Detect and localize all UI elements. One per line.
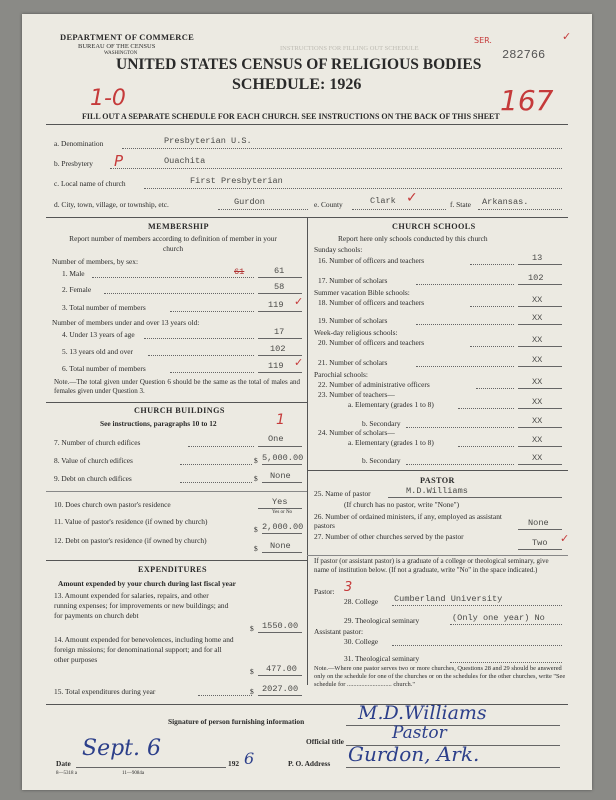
- q23a-answer-line: [518, 408, 562, 409]
- q3-label: 3. Total number of members: [62, 303, 146, 312]
- q11-value: 2,000.00: [262, 522, 304, 532]
- q13-dollar: $: [250, 624, 254, 633]
- handwritten-mark-right: 167: [500, 84, 554, 117]
- check-mark-q6: ✓: [294, 356, 304, 369]
- check-mark-q27: ✓: [560, 532, 570, 545]
- q31-label: 31. Theological seminary: [344, 654, 420, 663]
- buildings-rule: [46, 560, 307, 561]
- q9-dollar: $: [254, 474, 258, 483]
- q6-answer-line: [258, 372, 302, 373]
- q22-leader: [476, 388, 514, 389]
- q4-value: 17: [274, 327, 285, 337]
- q23b-leader: [406, 427, 514, 428]
- form-schedule-year: SCHEDULE: 1926: [232, 76, 362, 93]
- q24b-value: XX: [532, 453, 543, 463]
- stamp-ser: SER.: [474, 36, 492, 45]
- q4-leader: [144, 338, 254, 339]
- state-line: [478, 209, 562, 210]
- q28-line: [392, 605, 562, 606]
- q15-label: 15. Total expenditures during year: [54, 687, 156, 696]
- q12-dollar: $: [254, 544, 258, 553]
- weekday-heading: Week-day religious schools:: [314, 328, 398, 337]
- pastor-red-mark: 3: [344, 580, 353, 595]
- membership-note: Note.—The total given under Question 6 should be the same as the total of males and females given under Question 3.: [54, 378, 300, 395]
- q15-answer-line: [258, 695, 302, 696]
- schools-heading: CHURCH SCHOOLS: [392, 222, 476, 231]
- q24b-answer-line: [518, 464, 562, 465]
- q6-label: 6. Total number of members: [62, 364, 146, 373]
- q8-dollar: $: [254, 456, 258, 465]
- bureau-heading: BUREAU OF THE CENSUS: [78, 43, 156, 50]
- q3-answer-line: [258, 311, 302, 312]
- bleed-through-text: INSTRUCTIONS FOR FILLING OUT SCHEDULE: [280, 45, 419, 52]
- q18-leader: [470, 306, 514, 307]
- address-label: P. O. Address: [288, 759, 331, 768]
- date-line: [76, 767, 226, 768]
- q10-value: Yes: [272, 497, 288, 507]
- denomination-line: [122, 148, 562, 149]
- q23b-answer-line: [518, 427, 562, 428]
- q18-label: 18. Number of officers and teachers: [318, 298, 425, 307]
- summer-heading: Summer vacation Bible schools:: [314, 288, 410, 297]
- state-label: f. State: [450, 200, 471, 209]
- q14-dollar: $: [250, 667, 254, 676]
- q2-leader: [104, 293, 254, 294]
- address-value: Gurdon, Ark.: [348, 742, 480, 766]
- pastor-note: Note.—Where one pastor serves two or more churches, Questions 28 and 29 should be answered only on the schedule for one of the churches or on the schedules for the other churches, write "See schedule for ............................ church.": [314, 665, 566, 688]
- membership-rule: [46, 402, 307, 403]
- city-heading: WASHINGTON: [104, 51, 138, 56]
- q11-label: 11. Value of pastor's residence (if owned by church): [54, 517, 208, 526]
- q17-leader: [416, 284, 514, 285]
- local-name-value: First Presbyterian: [190, 176, 283, 186]
- q8-leader: [180, 464, 252, 465]
- schools-rule: [307, 470, 568, 471]
- q12-label: 12. Debt on pastor's residence (if owned by church): [54, 536, 207, 545]
- signature-label: Signature of person furnishing information: [168, 717, 305, 726]
- q4-answer-line: [258, 338, 302, 339]
- q7-answer-line: [258, 446, 302, 447]
- presbytery-label: b. Presbytery: [54, 159, 93, 168]
- q25-answer-line: [388, 497, 562, 498]
- q4-label: 4. Under 13 years of age: [62, 330, 135, 339]
- buildings-heading: CHURCH BUILDINGS: [134, 406, 225, 415]
- q31-line: [450, 662, 562, 663]
- instructions-line: FILL OUT A SEPARATE SCHEDULE FOR EACH CHURCH. SEE INSTRUCTIONS ON THE BACK OF THIS SHEET: [82, 112, 500, 121]
- q14-answer-line: [258, 675, 302, 676]
- q9-leader: [180, 482, 252, 483]
- check-mark-county: ✓: [406, 190, 418, 206]
- state-value: Arkansas.: [482, 197, 529, 207]
- q17-label: 17. Number of scholars: [318, 276, 388, 285]
- q20-value: XX: [532, 335, 543, 345]
- denomination-label: a. Denomination: [54, 139, 104, 148]
- expenditures-subheading: Amount expended by your church during last fiscal year: [58, 579, 236, 588]
- q16-answer-line: [518, 264, 562, 265]
- q1-label: 1. Male: [62, 269, 85, 278]
- q7-value: One: [268, 434, 284, 444]
- q26-value: None: [528, 518, 549, 528]
- q23b-value: XX: [532, 416, 543, 426]
- year-prefix: 192: [228, 759, 240, 768]
- q15-leader: [198, 695, 252, 696]
- q24b-leader: [406, 464, 514, 465]
- q5-leader: [148, 355, 254, 356]
- local-name-label: c. Local name of church: [54, 179, 126, 188]
- q23a-value: XX: [532, 397, 543, 407]
- assistant-subheading: Assistant pastor:: [314, 627, 364, 636]
- q8-label: 8. Value of church edifices: [54, 456, 133, 465]
- q2-label: 2. Female: [62, 285, 92, 294]
- q14-value: 477.00: [266, 664, 297, 674]
- membership-heading: MEMBERSHIP: [148, 222, 209, 231]
- city-line: [218, 209, 308, 210]
- department-heading: DEPARTMENT OF COMMERCE: [60, 32, 195, 42]
- red-mark-presbytery: P: [114, 152, 124, 170]
- print-number: 11—9084a: [122, 771, 145, 776]
- q13-value: 1550.00: [262, 621, 299, 631]
- q26-label: 26. Number of ordained ministers, if any, employed as assistant pastors: [314, 512, 502, 530]
- q7-leader: [188, 446, 254, 447]
- signature-rule: [46, 704, 568, 705]
- handwritten-mark-left: 1-0: [90, 86, 126, 111]
- q21-label: 21. Number of scholars: [318, 358, 388, 367]
- q19-value: XX: [532, 313, 543, 323]
- denomination-value: Presbyterian U.S.: [164, 136, 252, 146]
- form-number: 8—5318 a: [56, 771, 77, 776]
- q19-answer-line: [518, 324, 562, 325]
- stamp-number: 282766: [502, 48, 546, 62]
- presbytery-line: [110, 168, 562, 169]
- pastor-mid-rule: [307, 555, 568, 556]
- header-rule: [46, 124, 568, 125]
- q5-value: 102: [270, 344, 286, 354]
- q7-label: 7. Number of church edifices: [54, 438, 141, 447]
- q15-value: 2027.00: [262, 684, 299, 694]
- census-schedule-page: [22, 14, 592, 790]
- schools-intro: Report here only schools conducted by this church: [338, 234, 488, 243]
- date-label: Date: [56, 759, 71, 768]
- official-title-label: Official title: [306, 737, 344, 746]
- signature-value: M.D.Williams: [358, 702, 487, 724]
- q24a-answer-line: [518, 446, 562, 447]
- q18-value: XX: [532, 295, 543, 305]
- date-value: Sept. 6: [82, 736, 161, 761]
- year-value: 6: [244, 749, 255, 768]
- q25-value: M.D.Williams: [406, 486, 468, 496]
- official-title-value: Pastor: [392, 723, 447, 743]
- column-divider: [307, 217, 308, 685]
- by-sex-heading: Number of members, by sex:: [52, 257, 138, 266]
- q17-value: 102: [528, 273, 544, 283]
- q23a-leader: [458, 408, 514, 409]
- q28-label: 28. College: [344, 597, 379, 606]
- q20-leader: [470, 346, 514, 347]
- q29-value: (Only one year) No: [452, 613, 545, 623]
- q10-hint: Yes or No: [272, 510, 293, 515]
- q3-value: 119: [268, 300, 284, 310]
- q13-label: 13. Amount expended for salaries, repairs, and other running expenses; for improvements or new buildings; and for payments on church debt: [54, 591, 229, 620]
- county-line: [352, 209, 446, 210]
- presbytery-value: Ouachita: [164, 156, 206, 166]
- sunday-heading: Sunday schools:: [314, 245, 363, 254]
- q6-value: 119: [268, 361, 284, 371]
- q27-answer-line: [518, 549, 562, 550]
- city-label: d. City, town, village, or township, etc.: [54, 200, 169, 209]
- q23-label: 23. Number of teachers—: [318, 390, 395, 399]
- q22-label: 22. Number of administrative officers: [318, 380, 430, 389]
- age-heading: Number of members under and over 13 years old:: [52, 318, 200, 327]
- q1-struck-value: 61: [234, 267, 245, 277]
- q9-label: 9. Debt on church edifices: [54, 474, 132, 483]
- q1-answer-line: [258, 277, 302, 278]
- expenditures-heading: EXPENDITURES: [138, 565, 207, 574]
- q30-line: [392, 645, 562, 646]
- q5-label: 5. 13 years old and over: [62, 347, 134, 356]
- q19-label: 19. Number of scholars: [318, 316, 388, 325]
- q15-dollar: $: [250, 687, 254, 696]
- q24a-label: a. Elementary (grades 1 to 8): [348, 438, 434, 447]
- q1-value: 61: [274, 266, 285, 276]
- q11-answer-line: [262, 533, 302, 534]
- q23a-label: a. Elementary (grades 1 to 8): [348, 400, 434, 409]
- q16-value: 13: [532, 253, 543, 263]
- graduate-note: If pastor (or assistant pastor) is a graduate of a college or theological seminary, give name of institution below. (If not a graduate, write "No" in the space indicated.): [314, 557, 549, 574]
- signature-line: [346, 725, 560, 726]
- q2-value: 58: [274, 282, 285, 292]
- check-mark-top: ✓: [562, 30, 572, 43]
- q29-line: [450, 624, 562, 625]
- q9-answer-line: [262, 482, 302, 483]
- q13-answer-line: [258, 632, 302, 633]
- q10-label: 10. Does church own pastor's residence: [54, 500, 171, 509]
- buildings-mid-rule: [46, 491, 307, 492]
- q24a-leader: [458, 446, 514, 447]
- q2-answer-line: [258, 293, 302, 294]
- q24a-value: XX: [532, 435, 543, 445]
- membership-intro: Report number of members according to definition of member in your church: [69, 234, 277, 253]
- local-name-line: [144, 188, 562, 189]
- pastor-subheading: Pastor:: [314, 587, 335, 596]
- q24-label: 24. Number of scholars—: [318, 428, 395, 437]
- q9-value: None: [270, 471, 291, 481]
- q30-label: 30. College: [344, 637, 379, 646]
- county-label: e. County: [314, 200, 343, 209]
- q29-label: 29. Theological seminary: [344, 616, 420, 625]
- form-title: UNITED STATES CENSUS OF RELIGIOUS BODIES: [116, 56, 482, 73]
- q8-answer-line: [262, 464, 302, 465]
- parochial-heading: Parochial schools:: [314, 370, 368, 379]
- q18-answer-line: [518, 306, 562, 307]
- check-mark-q3: ✓: [294, 295, 304, 308]
- address-line: [346, 767, 560, 768]
- q14-label: 14. Amount expended for benevolences, including home and foreign missions; for denominational support; and for all other purposes: [54, 635, 234, 664]
- q27-value: Two: [532, 538, 548, 548]
- q10-answer-line: [258, 508, 302, 509]
- buildings-red-mark: 1: [276, 412, 285, 428]
- pastor-heading: PASTOR: [420, 476, 455, 485]
- q8-value: 5,000.00: [262, 453, 304, 463]
- q27-label: 27. Number of other churches served by the pastor: [314, 532, 464, 541]
- q25-label: 25. Name of pastor: [314, 489, 371, 498]
- q28-value: Cumberland University: [394, 594, 503, 604]
- q24b-label: b. Secondary: [362, 456, 401, 465]
- q1-leader: [92, 277, 254, 278]
- q26-answer-line: [518, 529, 562, 530]
- q21-value: XX: [532, 355, 543, 365]
- q11-dollar: $: [254, 525, 258, 534]
- q3-leader: [170, 311, 254, 312]
- q21-answer-line: [518, 366, 562, 367]
- q16-leader: [470, 264, 514, 265]
- q12-answer-line: [262, 552, 302, 553]
- q20-label: 20. Number of officers and teachers: [318, 338, 425, 347]
- q16-label: 16. Number of officers and teachers: [318, 256, 425, 265]
- q19-leader: [416, 324, 514, 325]
- buildings-subheading: See instructions, paragraphs 10 to 12: [100, 419, 217, 428]
- city-value: Gurdon: [234, 197, 265, 207]
- county-value: Clark: [370, 196, 396, 206]
- q20-answer-line: [518, 346, 562, 347]
- q12-value: None: [270, 541, 291, 551]
- q6-leader: [170, 372, 254, 373]
- q22-value: XX: [532, 377, 543, 387]
- q22-answer-line: [518, 388, 562, 389]
- q17-answer-line: [518, 284, 562, 285]
- q25-hint: (If church has no pastor, write "None"): [344, 500, 460, 509]
- q23b-label: b. Secondary: [362, 419, 401, 428]
- q21-leader: [416, 366, 514, 367]
